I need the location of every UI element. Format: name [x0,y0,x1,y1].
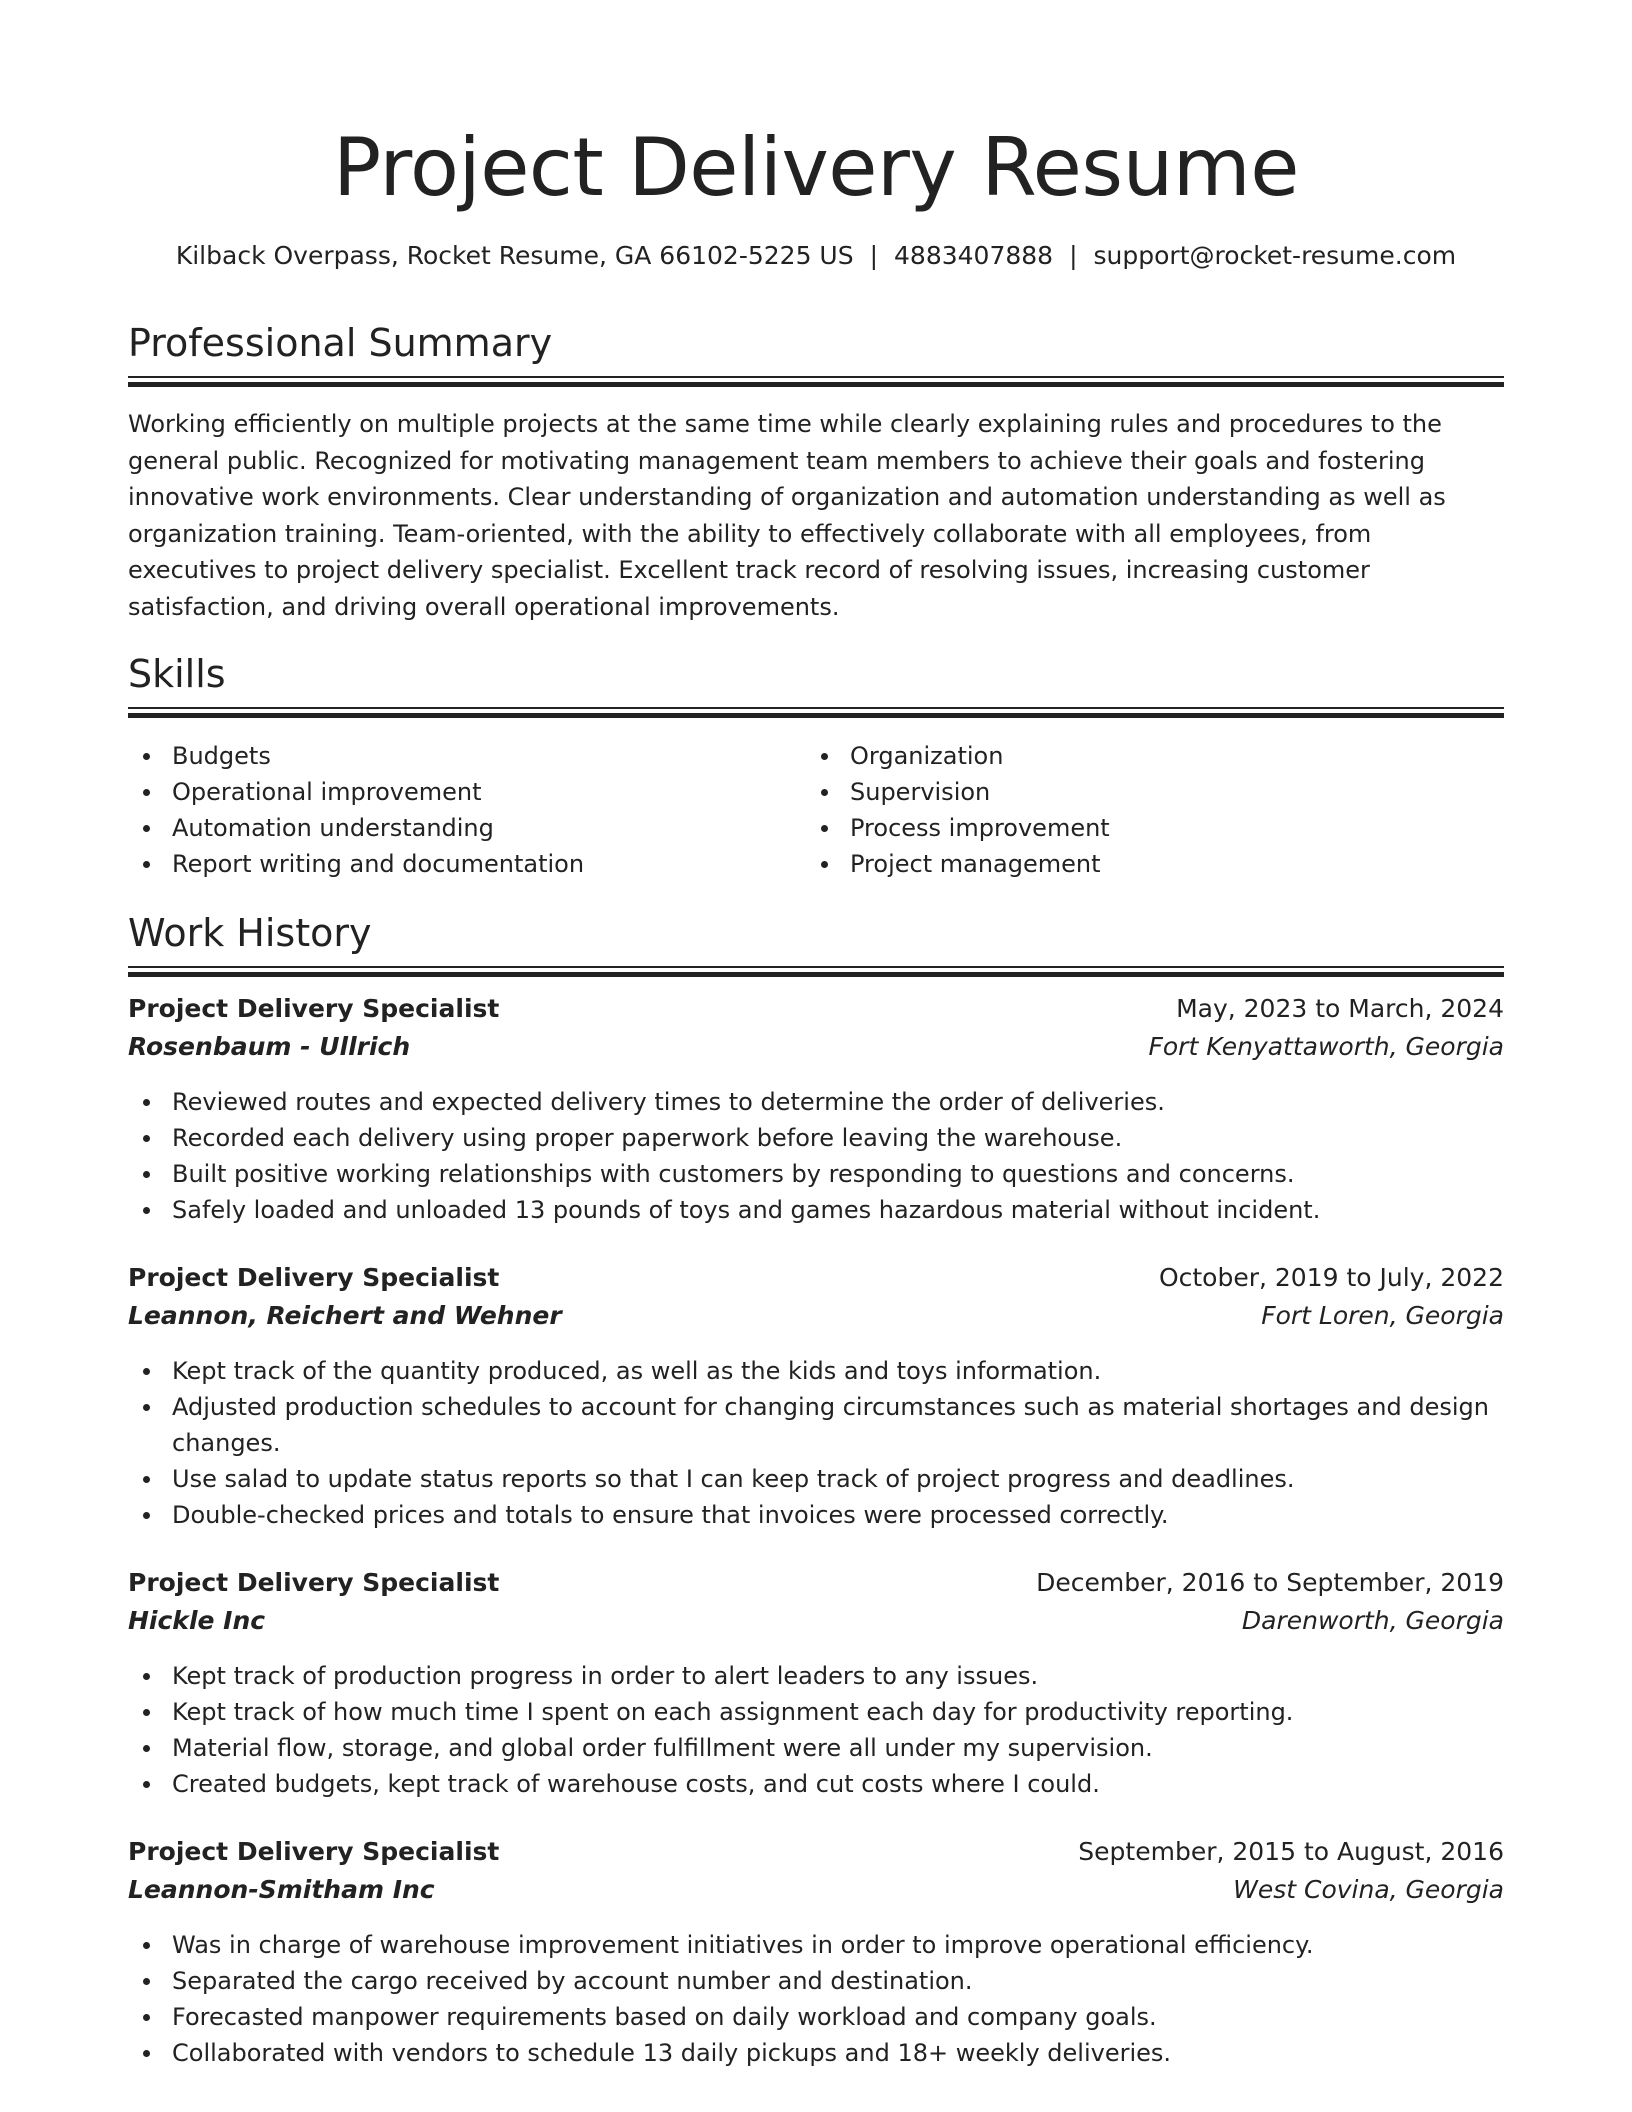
job-duty-item: Adjusted production schedules to account for changing circumstances such as material shortages and design changes. [128,1389,1504,1461]
job-duty-item: Separated the cargo received by account number and destination. [128,1963,1504,1999]
job-header [128,1834,1504,1914]
job-dates: May, 2023 to March, 2024 [1176,994,1504,1023]
contact-address: Kilback Overpass, Rocket Resume, GA 66102-5225 US [175,241,854,270]
job-entry [128,1260,1504,1533]
job-duty-item: Created budgets, kept track of warehouse costs, and cut costs where I could. [128,1766,1504,1802]
job-header [128,991,1504,1071]
summary-text: Working efficiently on multiple projects at the same time while clearly explaining rules and procedures to the general public. Recognized for motivating management team members to achieve their goals and fostering innovative work environments. Clear understanding of organization and automation understanding as well as organization training. Team-oriented, with the ability to effectively collaborate with all employees, from executives to project delivery specialist. Excellent track record of resolving issues, increasing customer satisfaction, and driving overall operational improvements. [128,410,1446,621]
job-duty-item: Collaborated with vendors to schedule 13 daily pickups and 18+ weekly deliveries. [128,2035,1504,2071]
job-header [128,1260,1504,1340]
job-duty-item: Was in charge of warehouse improvement initiatives in order to improve operational efficiency. [128,1927,1504,1963]
job-duty-item: Material flow, storage, and global order fulfillment were all under my supervision. [128,1730,1504,1766]
contact-line [128,236,1504,276]
job-duties [128,1927,1504,2071]
skill-item: Process improvement [806,810,1406,846]
job-entry [128,1834,1504,2071]
job-duty-item: Built positive working relationships with customers by responding to questions and concerns. [128,1156,1504,1192]
job-duty-item: Reviewed routes and expected delivery times to determine the order of deliveries. [128,1084,1504,1120]
job-title: Project Delivery Specialist [128,1263,500,1292]
job-header [128,1565,1504,1645]
skill-item: Project management [806,846,1406,882]
resume-title: Project Delivery Resume [333,121,1299,214]
job-duty-item: Kept track of how much time I spent on each assignment each day for productivity reporting. [128,1694,1504,1730]
skill-item: Budgets [128,738,728,774]
section-divider [128,376,1504,389]
job-entry [128,1565,1504,1802]
job-entry [128,991,1504,1228]
contact-email: support@rocket-resume.com [1093,241,1457,270]
section-title-work-history: Work History [128,911,372,955]
job-location: West Covina, Georgia [1233,1875,1504,1904]
skill-item: Automation understanding [128,810,728,846]
section-divider [128,966,1504,979]
section-title-summary: Professional Summary [128,321,553,365]
job-location: Fort Kenyattaworth, Georgia [1148,1032,1504,1061]
job-title: Project Delivery Specialist [128,994,500,1023]
job-location: Darenworth, Georgia [1241,1606,1504,1635]
skills-list-left [128,738,728,882]
job-duty-item: Use salad to update status reports so that I can keep track of project progress and deadlines. [128,1461,1504,1497]
section-divider [128,707,1504,720]
skill-item: Organization [806,738,1406,774]
job-duties [128,1084,1504,1228]
job-duty-item: Safely loaded and unloaded 13 pounds of toys and games hazardous material without incident. [128,1192,1504,1228]
job-duty-item: Forecasted manpower requirements based on daily workload and company goals. [128,1999,1504,2035]
job-company: Hickle Inc [128,1606,266,1635]
section-title-skills: Skills [128,652,226,696]
job-duty-item: Recorded each delivery using proper paperwork before leaving the warehouse. [128,1120,1504,1156]
job-duty-item: Double-checked prices and totals to ensure that invoices were processed correctly. [128,1497,1504,1533]
skills-column-left [128,738,728,882]
job-title: Project Delivery Specialist [128,1837,500,1866]
job-duty-item: Kept track of the quantity produced, as well as the kids and toys information. [128,1353,1504,1389]
contact-separator: | [869,241,879,270]
job-dates: September, 2015 to August, 2016 [1078,1837,1504,1866]
skill-item: Supervision [806,774,1406,810]
contact-phone: 4883407888 [894,241,1054,270]
job-location: Fort Loren, Georgia [1261,1301,1504,1330]
job-company: Leannon-Smitham Inc [128,1875,435,1904]
job-company: Rosenbaum - Ullrich [128,1032,411,1061]
skill-item: Report writing and documentation [128,846,728,882]
skills-list-right [806,738,1406,882]
job-duty-item: Kept track of production progress in order to alert leaders to any issues. [128,1658,1504,1694]
job-duties [128,1658,1504,1802]
skill-item: Operational improvement [128,774,728,810]
skills-column-right [806,738,1406,882]
job-company: Leannon, Reichert and Wehner [128,1301,562,1330]
contact-separator: | [1069,241,1078,270]
job-dates: December, 2016 to September, 2019 [1036,1568,1504,1597]
job-dates: October, 2019 to July, 2022 [1158,1263,1504,1292]
job-title: Project Delivery Specialist [128,1568,500,1597]
job-duties [128,1353,1504,1533]
